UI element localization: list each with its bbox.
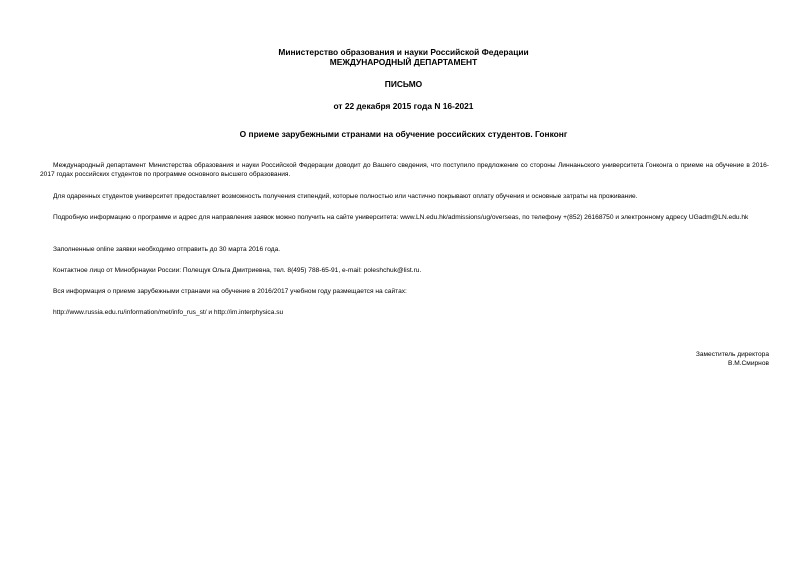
- document-subject: О приеме зарубежными странами на обучение российских студентов. Гонконг: [239, 129, 568, 139]
- body-paragraph-5: Контактное лицо от Минобрнауки России: Полещук Ольга Дмитриевна, тел. 8(495) 788-65-91, e-mail: poleshchuk@list.ru.: [53, 267, 422, 274]
- body-paragraph-7-links: http://www.russia.edu.ru/information/met/info_rus_st/ и http://im.interphysica.su: [53, 309, 284, 316]
- document-date: от 22 декабря 2015 года N 16-2021: [333, 101, 474, 111]
- body-paragraph-2: Для одаренных студентов университет предоставляет возможность получения стипендий, которые полностью или частично покрывают оплату обучения и основные затраты на проживание.: [53, 193, 638, 200]
- body-paragraph-1: Международный департамент Министерства образования и науки Российской Федерации доводит до Вашего сведения, что поступило предложение со стороны Линнаньского университета Гонконга о приеме на обучение в 2016-2017 годах российских студентов по программе основного высшего образования.: [40, 162, 769, 178]
- body-paragraph-4: Заполненные online заявки необходимо отправить до 30 марта 2016 года.: [53, 246, 281, 253]
- ministry-title: Министерство образования и науки Российской Федерации: [278, 47, 529, 57]
- body-paragraph-3: Подробную информацию о программе и адрес для направления заявок можно получить на сайте университета: www.LN.edu.hk/admissions/ug/overseas, по телефону +(852) 26168750 и электронному адресу UGadm@LN.edu.hk: [53, 214, 749, 221]
- department-title: МЕЖДУНАРОДНЫЙ ДЕПАРТАМЕНТ: [329, 57, 478, 67]
- signature-position: Заместитель директора: [695, 351, 769, 358]
- body-paragraph-6: Вся информация о приеме зарубежными странами на обучение в 2016/2017 учебном году размещается на сайтах:: [53, 288, 407, 295]
- signature-name: В.М.Смирнов: [727, 360, 769, 367]
- document-type: ПИСЬМО: [384, 79, 423, 89]
